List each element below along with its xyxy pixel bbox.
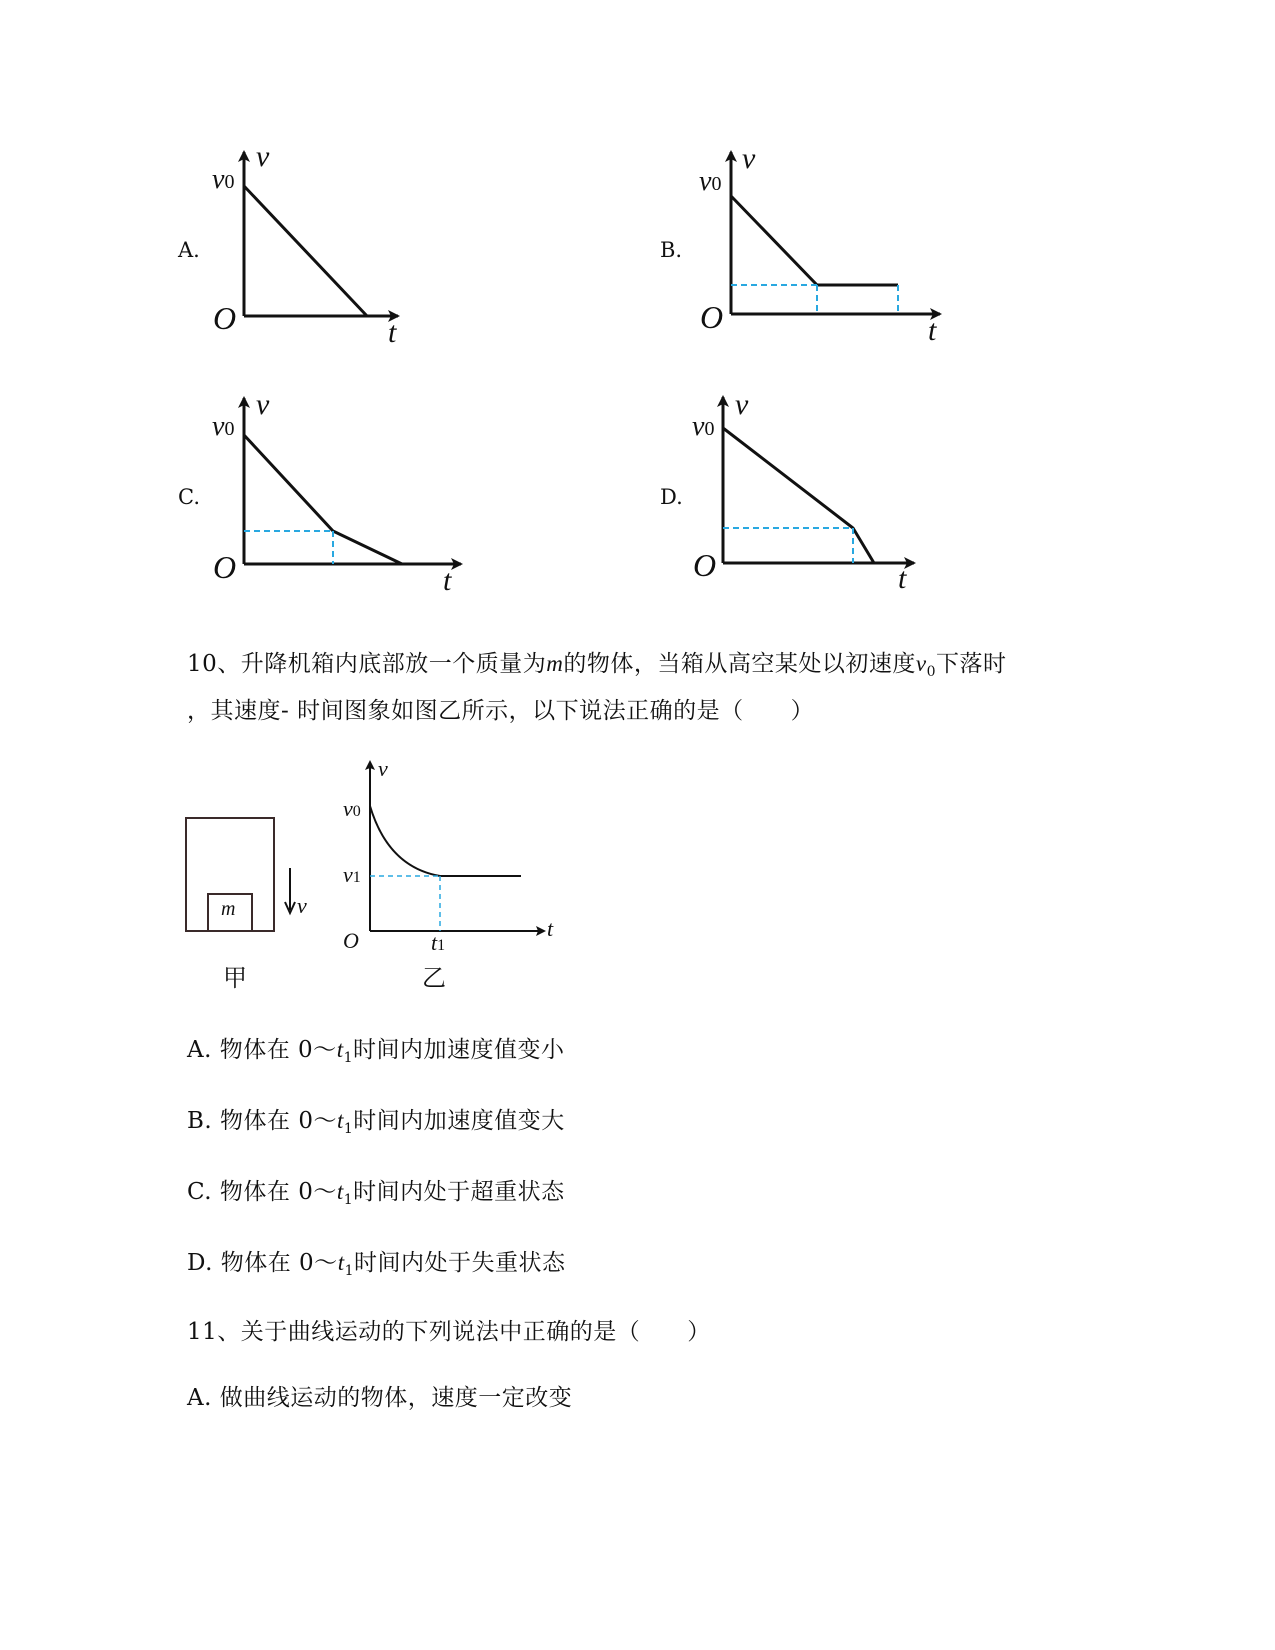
v0-label: v0 [692, 411, 715, 442]
q10-option-d: D. 物体在 $0\sim t_1$时间内处于失重状态 [187, 1250, 566, 1279]
option-d-letter: D. [660, 485, 683, 509]
velocity-curve [370, 806, 521, 876]
t-axis-label: t [928, 314, 937, 347]
q11-option-a: A. 做曲线运动的物体，速度一定改变 [187, 1385, 573, 1411]
v0-label: v0 [343, 796, 361, 821]
option-a-letter: A. [178, 238, 200, 262]
v-axis-label: v [378, 756, 388, 781]
q10-option-a: A. 物体在 $0\sim t_1$时间内加速度值变小 [187, 1037, 565, 1066]
t-axis-label: t [388, 316, 397, 349]
v-axis-label: v [256, 388, 270, 421]
figure-jia-caption: 甲 [223, 964, 247, 992]
v-axis-label: v [742, 142, 756, 175]
v1-label: v1 [343, 862, 361, 887]
option-c-letter: C. [178, 485, 200, 509]
question-10-stem-line2: ，其速度- 时间图象如图乙所示，以下说法正确的是（ ） [187, 698, 815, 724]
q10-option-c: C. 物体在 $0\sim t_1$时间内处于超重状态 [187, 1179, 565, 1208]
v-axis-label: v [735, 388, 749, 421]
t-axis-label: t [547, 916, 554, 941]
question-10-stem-line1: 10、升降机箱内底部放一个质量为m的物体，当箱从高空某处以初速度$v_0$下落时 [187, 651, 1007, 680]
origin-label: O [700, 299, 724, 335]
v-axis-label: v [256, 140, 270, 173]
question-11-stem: 11、关于曲线运动的下列说法中正确的是（ ） [187, 1319, 711, 1345]
origin-label: O [213, 549, 237, 585]
velocity-label: v [297, 893, 307, 918]
figure-yi-caption: 乙 [422, 964, 446, 992]
origin-label: O [693, 547, 717, 583]
t1-label: t1 [431, 930, 446, 955]
t-axis-label: t [898, 562, 907, 595]
q10-option-b: B. 物体在 $0\sim t_1$时间内加速度值变大 [187, 1108, 565, 1137]
v0-label: v0 [212, 411, 235, 442]
mass-label: m [221, 898, 236, 920]
option-b-letter: B. [660, 238, 683, 262]
origin-label: O [343, 928, 359, 953]
t-axis-label: t [443, 564, 452, 597]
v0-label: v0 [212, 164, 235, 195]
v0-label: v0 [699, 166, 722, 197]
origin-label: O [213, 300, 237, 336]
